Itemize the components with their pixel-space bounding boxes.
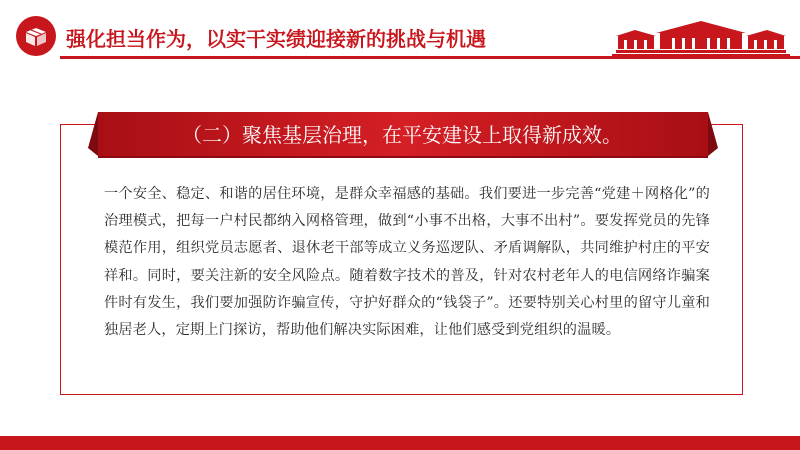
- building-icon: [612, 19, 790, 57]
- box-icon: [23, 24, 49, 48]
- section-title: （二）聚焦基层治理，在平安建设上取得新成效。: [182, 123, 622, 147]
- header-logo: [16, 16, 56, 56]
- slide-header: [0, 0, 800, 72]
- page-title: 强化担当作为，以实干实绩迎接新的挑战与机遇: [66, 27, 486, 51]
- footer-bar: [0, 436, 800, 450]
- section-body-text: 一个安全、稳定、和谐的居住环境，是群众幸福感的基础。我们要进一步完善“党建＋网格化”的治理模式，把每一户村民都纳入网格管理，做到“小事不出格，大事不出村”。要发挥党员的先锋模范作用，组织党员志愿者、退休老干部等成立义务巡逻队、矛盾调解队，共同维护村庄的平安祥和。同时，要关注新的安全风险点。随着数字技术的普及，针对农村老年人的电信网络诈骗案件时有发生，我们要加强防诈骗宣传，守护好群众的“钱袋子”。还要特别关心村里的留守儿童和独居老人，定期上门探访，帮助他们解决实际困难，让他们感受到党组织的温暖。: [104, 186, 710, 339]
